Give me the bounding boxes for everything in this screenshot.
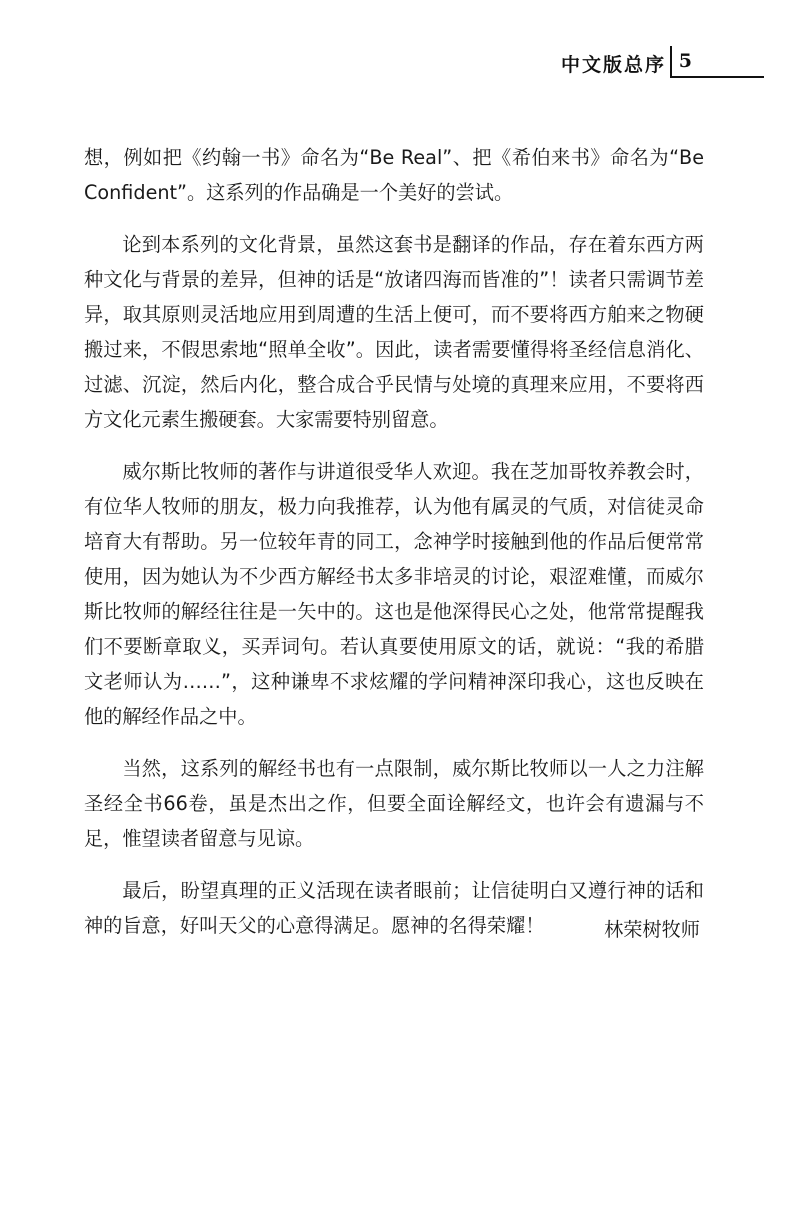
paragraph-1: 想，例如把《约翰一书》命名为“Be Real”、把《希伯来书》命名为“Be Confident”。这系列的作品确是一个美好的尝试。 — [84, 146, 704, 204]
paragraph-2: 论到本系列的文化背景，虽然这套书是翻译的作品，存在着东西方两种文化与背景的差异，但神的话是“放诸四海而皆准的”！读者只需调节差异，取其原则灵活地应用到周遭的生活上便可，而不要将西方舶来之物硬搬过来，不假思索地“照单全收”。因此，读者需要懂得将圣经信息消化、过滤、沉淀，然后内化，整合成合乎民情与处境的真理来应用，不要将西方文化元素生搬硬套。大家需要特别留意。 — [84, 233, 704, 431]
body-text — [84, 140, 704, 960]
signature: 林荣树牧师 — [604, 918, 700, 941]
paragraph-4: 当然，这系列的解经书也有一点限制，威尔斯比牧师以一人之力注解圣经全书66卷，虽是杰出之作，但要全面诠解经文，也许会有遗漏与不足，惟望读者留意与见谅。 — [84, 757, 704, 850]
header-title: 中文版总序 — [560, 54, 666, 76]
header-rule — [672, 76, 764, 78]
header-separator — [670, 46, 672, 78]
paragraph-5: 最后，盼望真理的正义活现在读者眼前；让信徒明白又遵行神的话和神的旨意，好叫天父的心意得满足。愿神的名得荣耀！ — [84, 879, 704, 937]
page-number: 5 — [678, 50, 692, 72]
paragraph-3: 威尔斯比牧师的著作与讲道很受华人欢迎。我在芝加哥牧养教会时，有位华人牧师的朋友，极力向我推荐，认为他有属灵的气质，对信徒灵命培育大有帮助。另一位较年青的同工，念神学时接触到他的作品后便常常使用，因为她认为不少西方解经书太多非培灵的讨论，艰涩难懂，而威尔斯比牧师的解经往往是一矢中的。这也是他深得民心之处，他常常提醒我们不要断章取义，买弄词句。若认真要使用原文的话，就说：“我的希腊文老师认为……”，这种谦卑不求炫耀的学问精神深印我心，这也反映在他的解经作品之中。 — [84, 460, 704, 728]
running-header — [560, 46, 764, 80]
